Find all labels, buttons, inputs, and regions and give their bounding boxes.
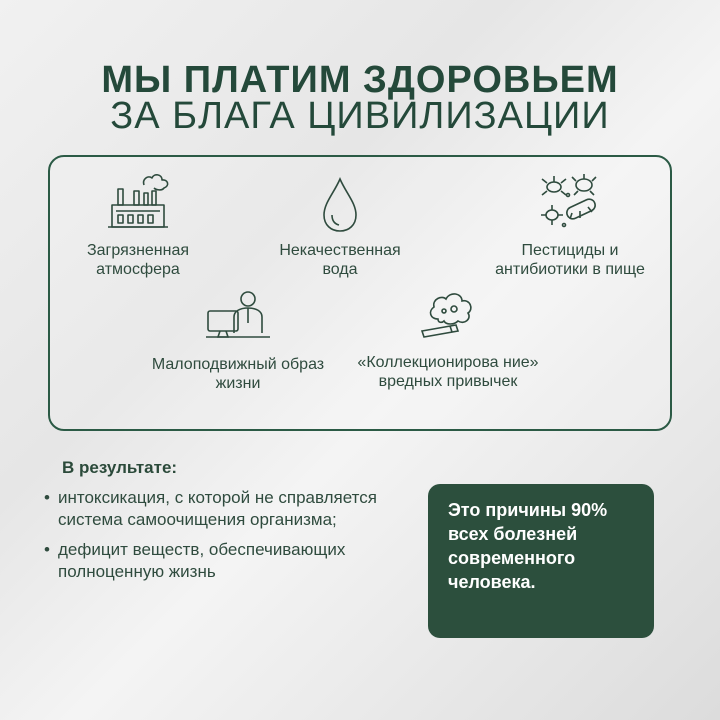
cause-item-habits bbox=[350, 285, 546, 391]
result-list bbox=[44, 487, 414, 591]
cause-label: Пестициды и антибиотики в пище bbox=[495, 242, 645, 278]
office-worker-icon bbox=[202, 289, 274, 347]
bullet-dot-icon: • bbox=[44, 488, 50, 507]
cause-item-pesticides bbox=[488, 171, 652, 279]
cause-label: Загрязненная атмосфера bbox=[86, 242, 190, 278]
title-line-2: ЗА БЛАГА ЦИВИЛИЗАЦИИ bbox=[110, 95, 610, 137]
callout-box bbox=[428, 484, 654, 638]
cigarette-smoke-icon bbox=[416, 285, 480, 345]
result-title: В результате: bbox=[62, 458, 178, 477]
cause-label: Малоподвижный образ жизни bbox=[151, 356, 325, 392]
cause-item-sedentary bbox=[148, 289, 328, 393]
list-item-text: дефицит веществ, обеспечивающих полноценную жизнь bbox=[58, 540, 346, 581]
list-item-text: интоксикация, с которой не справляется система самоочищения организма; bbox=[58, 488, 377, 529]
list-item bbox=[44, 487, 414, 531]
cause-item-atmosphere bbox=[68, 171, 208, 279]
bacteria-icon bbox=[538, 171, 602, 233]
cause-label: «Коллекционирова ние» вредных привычек bbox=[357, 354, 539, 390]
causes-panel bbox=[48, 155, 672, 431]
water-drop-icon bbox=[320, 175, 360, 233]
bullet-dot-icon: • bbox=[44, 540, 50, 559]
factory-icon bbox=[104, 171, 172, 233]
callout-text: Это причины 90% всех болезней современного человека. bbox=[448, 500, 608, 592]
cause-label: Некачественная вода bbox=[279, 242, 401, 278]
page-title bbox=[0, 59, 720, 137]
list-item bbox=[44, 539, 414, 583]
title-line-1: МЫ ПЛАТИМ ЗДОРОВЬЕМ bbox=[101, 59, 619, 101]
cause-item-water bbox=[260, 175, 420, 279]
